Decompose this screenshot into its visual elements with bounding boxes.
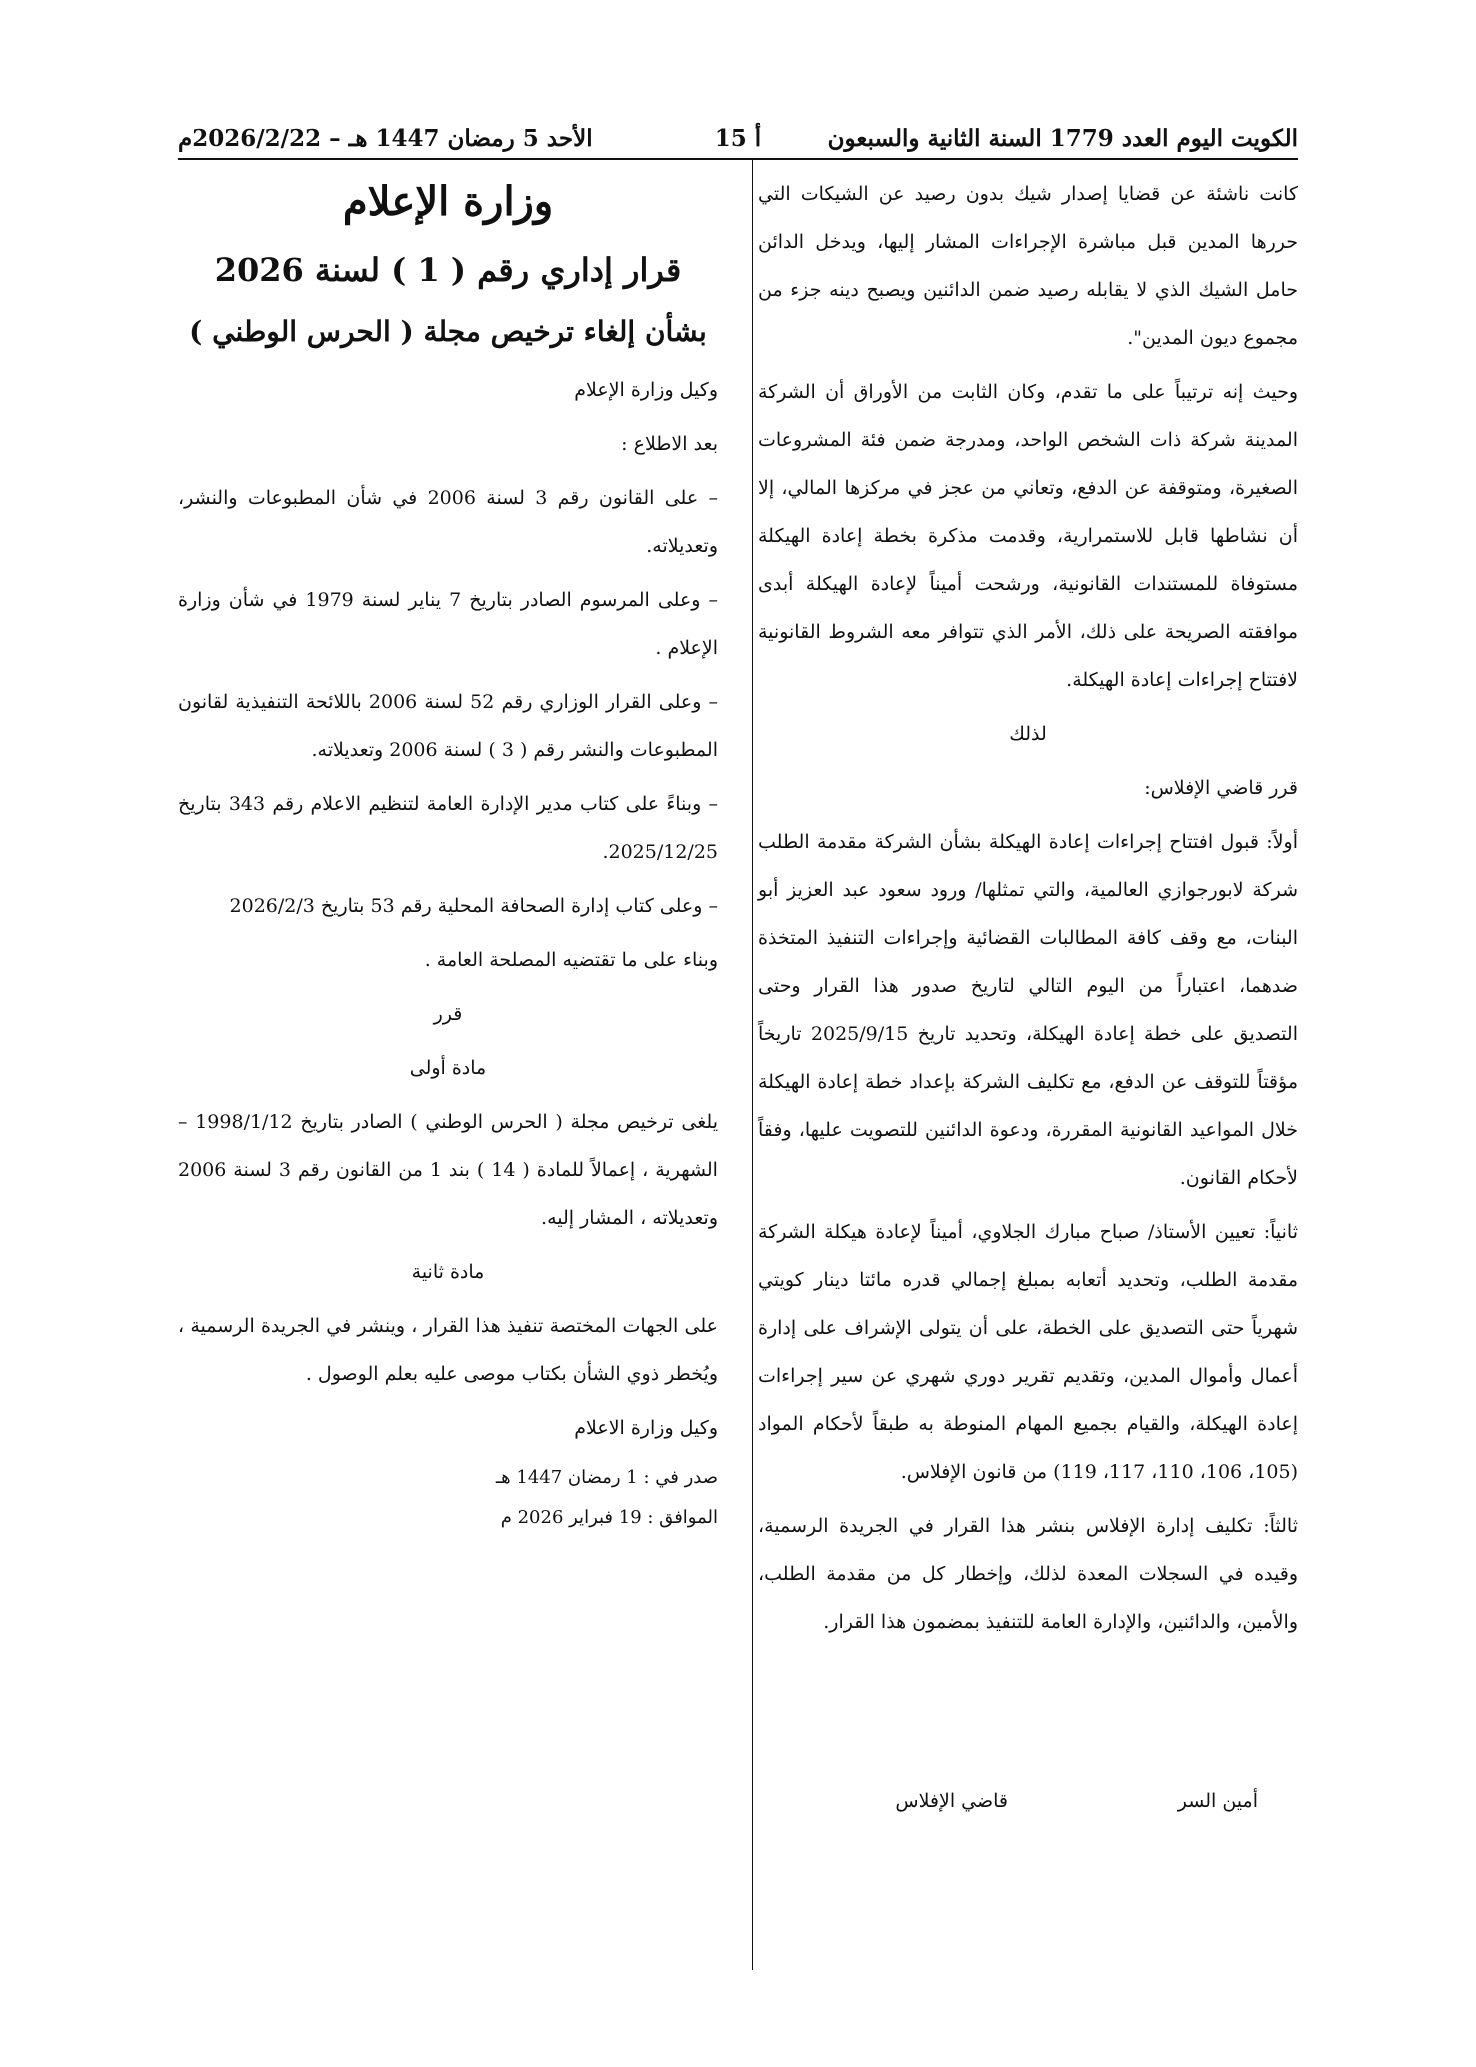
- corresponding-date: الموافق : 19 فبراير 2026 م: [500, 1507, 718, 1528]
- decided-heading: قرر: [433, 1003, 463, 1025]
- review-item-3: – وعلى القرار الوزاري رقم 52 لسنة 2006 باللائحة التنفيذية لقانون المطبوعات والنشر رقم ( 3 ) لسنة 2006 وتعديلاته.: [178, 691, 718, 761]
- right-paragraph-1: كانت ناشئة عن قضايا إصدار شيك بدون رصيد عن الشيكات التي حررها المدين قبل مباشرة الإجراءات المشار إليها، ويدخل الدائن حامل الشيك الذي لا يقابله رصيد ضمن الدائنين ويصبح دينه جزء من مجموع ديون المدين".: [758, 183, 1298, 349]
- article-2-title: مادة ثانية: [411, 1261, 485, 1283]
- signature-secretary: أمين السر: [1177, 1790, 1258, 1812]
- decision-title: قرار إداري رقم ( 1 ) لسنة 2026: [214, 251, 682, 289]
- article-1-title: مادة أولى: [409, 1057, 487, 1079]
- ruling-second: ثانياً: تعيين الأستاذ/ صباح مبارك الجلاوي، أميناً لإعادة هيكلة الشركة مقدمة الطلب، وتحديد أتعابه بمبلغ إجمالي قدره مائتا دينار كويتي شهرياً حتى التصديق على الخطة، على أن يتولى الإشراف على إدارة أعمال وأموال المدين، وتقديم تقرير دوري شهري عن سير إجراءات إعادة الهيكلة، والقيام بجميع المهام المنوطة به طبقاً لأحكام المواد (105، 106، 110، 117، 119) من قانون الإفلاس.: [758, 1221, 1298, 1483]
- issued-date: صدر في : 1 رمضان 1447 هـ: [495, 1467, 718, 1488]
- therefore-heading: لذلك: [1009, 723, 1047, 745]
- signature-undersecretary: وكيل وزارة الاعلام: [574, 1417, 718, 1439]
- right-paragraph-2: وحيث إنه ترتيباً على ما تقدم، وكان الثابت من الأوراق أن الشركة المدينة شركة ذات الشخص الواحد، ومدرجة ضمن فئة المشروعات الصغيرة، ومتوقفة عن الدفع، وتعاني من عجز في مركزها المالي، إلا أن نشاطها قابل للاستمرارية، وقدمت مذكرة بخطة إعادة الهيكلة مستوفاة للمستندات القانونية، ورشحت أميناً لإعادة الهيكلة أبدى موافقته الصريحة على ذلك، الأمر الذي تتوافر معه الشروط القانونية لافتتاح إجراءات إعادة الهيكلة.: [758, 381, 1298, 691]
- signature-judge: قاضي الإفلاس: [895, 1790, 1008, 1812]
- article-1-text: يلغى ترخيص مجلة ( الحرس الوطني ) الصادر بتاريخ 1998/1/12 – الشهرية ، إعمالاً للمادة ( 14 ) بند 1 من القانون رقم 3 لسنة 2006 وتعديلاته ، المشار إليه.: [178, 1111, 718, 1229]
- issue-info: الكويت اليوم العدد 1779 السنة الثانية والسبعون: [827, 124, 1298, 152]
- header-rule: [178, 158, 1298, 160]
- decision-subject: بشأن إلغاء ترخيص مجلة ( الحرس الوطني ): [189, 315, 707, 348]
- review-item-5: – وعلى كتاب إدارة الصحافة المحلية رقم 53 بتاريخ 2026/2/3: [229, 895, 718, 917]
- review-item-6: وبناء على ما تقتضيه المصلحة العامة .: [424, 949, 718, 971]
- after-review: بعد الاطلاع :: [621, 433, 718, 455]
- issue-date: الأحد 5 رمضان 1447 هـ – 2026/2/22م: [178, 124, 593, 152]
- ruling-first: أولاً: قبول افتتاح إجراءات إعادة الهيكلة بشأن الشركة مقدمة الطلب شركة لابورجوازي العالمية، والتي تمثلها/ ورود سعود عبد العزيز أبو البنات، مع وقف كافة المطالبات القضائية وإجراءات التنفيذ المتخذة ضدهما، اعتباراً من اليوم التالي لتاريخ صدور هذا القرار وحتى التصديق على خطة إعادة الهيكلة، وتحديد تاريخ 2025/9/15 تاريخاً مؤقتاً للتوقف عن الدفع، مع تكليف الشركة بإعداد خطة إعادة الهيكلة خلال المواعيد القانونية المقررة، ودعوة الدائنين للتصويت عليها، وفقاً لأحكام القانون.: [758, 831, 1298, 1189]
- review-item-1: – على القانون رقم 3 لسنة 2006 في شأن المطبوعات والنشر، وتعديلاته.: [178, 487, 718, 557]
- page-header: [178, 118, 1298, 158]
- column-divider: [752, 160, 753, 1970]
- page-number: أ 15: [714, 124, 762, 152]
- undersecretary-line: وكيل وزارة الإعلام: [574, 379, 718, 401]
- right-column: [758, 170, 1298, 1652]
- review-item-2: – وعلى المرسوم الصادر بتاريخ 7 يناير لسنة 1979 في شأن وزارة الإعلام .: [178, 589, 718, 659]
- ruling-third: ثالثاً: تكليف إدارة الإفلاس بنشر هذا القرار في الجريدة الرسمية، وقيده في السجلات المعدة لذلك، وإخطار كل من مقدمة الطلب، والأمين، والدائنين، والإدارة العامة للتنفيذ بمضمون هذا القرار.: [758, 1515, 1298, 1633]
- judge-decided: قرر قاضي الإفلاس:: [1144, 777, 1298, 799]
- left-column: [178, 170, 718, 1538]
- article-2-text: على الجهات المختصة تنفيذ هذا القرار ، وينشر في الجريدة الرسمية ، ويُخطر ذوي الشأن بكتاب موصى عليه بعلم الوصول .: [178, 1315, 718, 1385]
- ministry-title: وزارة الإعلام: [342, 178, 554, 225]
- review-item-4: – وبناءً على كتاب مدير الإدارة العامة لتنظيم الاعلام رقم 343 بتاريخ 2025/12/25.: [178, 793, 719, 863]
- court-signatures: [758, 1790, 1298, 1830]
